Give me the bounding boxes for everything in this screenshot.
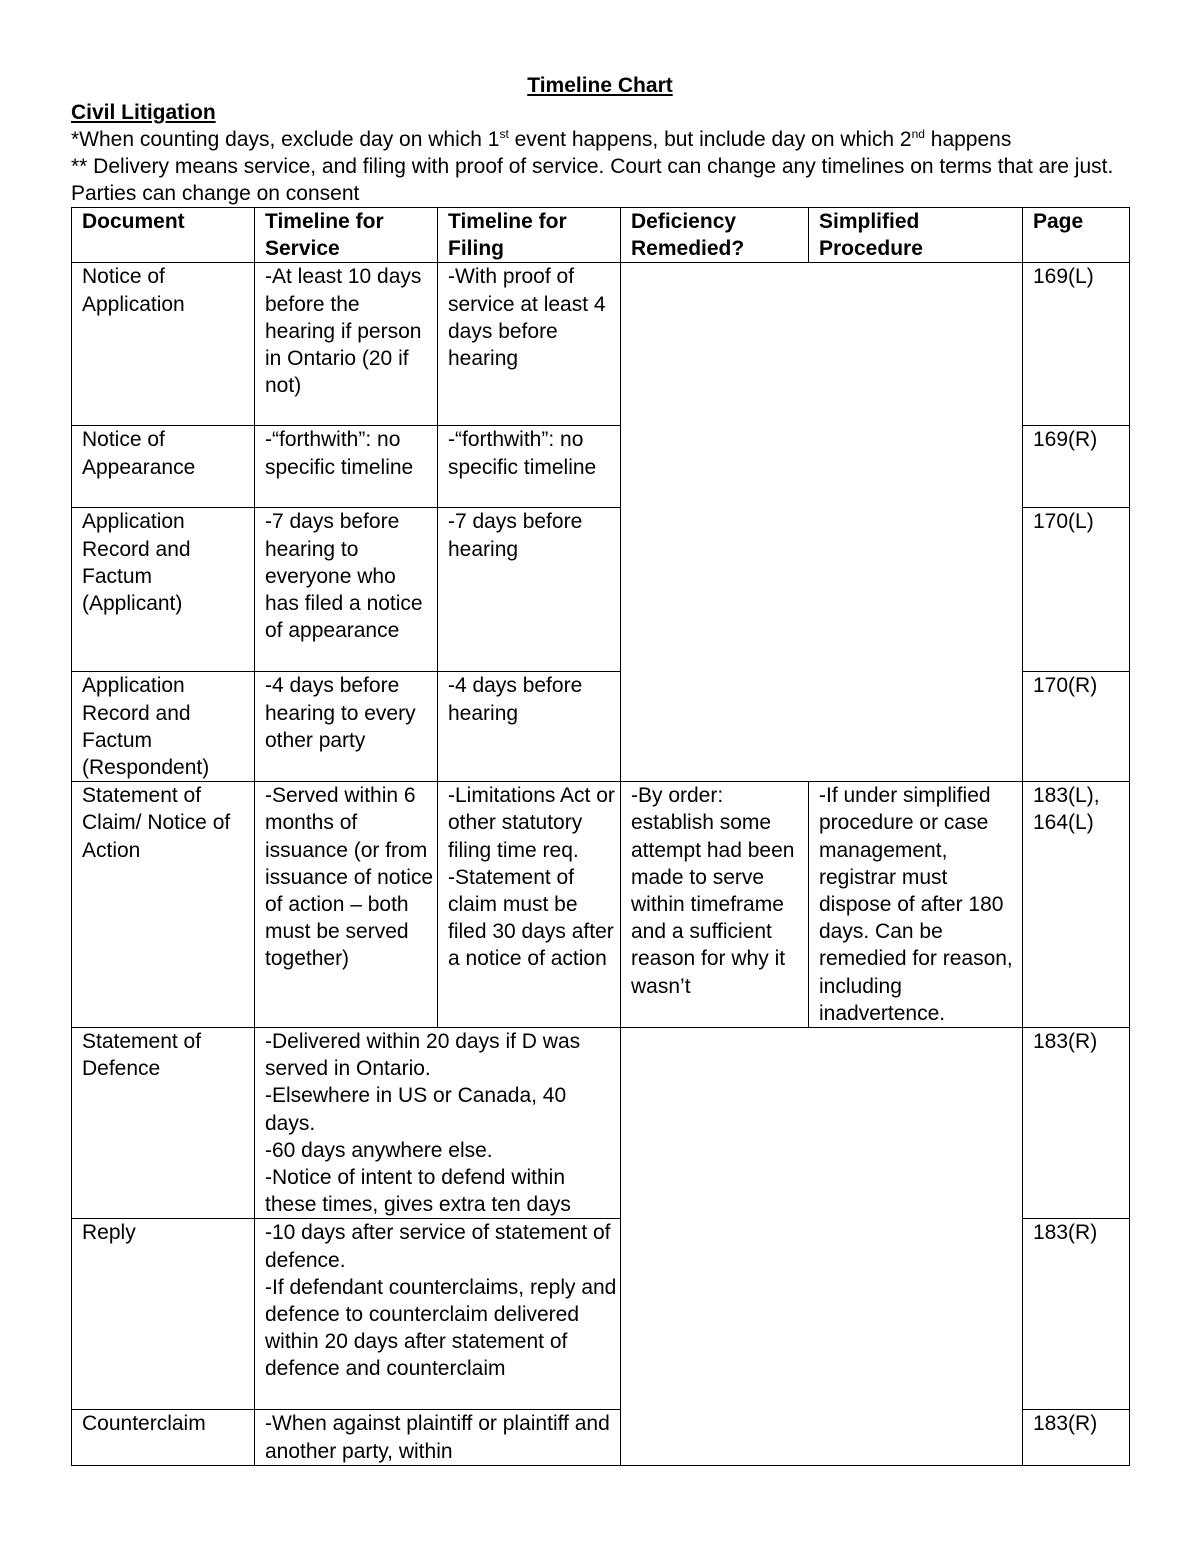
service-cell: -4 days before hearing to every other party — [255, 672, 438, 782]
document-cell: Reply — [72, 1219, 255, 1410]
simplified-cell: -If under simplified procedure or case management, registrar must dispose of after 180 days. Can be remedied for reason, including inadvertence. — [809, 782, 1023, 1028]
document-cell: Notice of Application — [72, 263, 255, 426]
document-page — [71, 72, 1129, 1466]
counting-note: *When counting days, exclude day on which 1st event happens, but include day on which 2nd happens — [71, 127, 1012, 151]
column-header-service: Timeline for Service — [255, 208, 438, 263]
column-header-simplified: Simplified Procedure — [809, 208, 1023, 263]
timeline-line: -Notice of intent to defend within these times, gives extra ten days — [265, 1166, 571, 1217]
document-cell: Counterclaim — [72, 1410, 255, 1465]
timeline-table — [71, 207, 1130, 1466]
timeline-line: -If defendant counterclaims, reply and defence to counterclaim delivered within 20 days after statement of defence and counterclaim — [265, 1275, 617, 1381]
deficiency-simplified-blank-cell — [621, 263, 1023, 782]
service-cell: -7 days before hearing to everyone who has filed a notice of appearance — [255, 508, 438, 672]
section-subtitle: Civil Litigation — [71, 101, 216, 124]
service-cell: -At least 10 days before the hearing if person in Ontario (20 if not) — [255, 263, 438, 426]
page-cell: 183(R) — [1023, 1219, 1130, 1410]
document-cell: Notice of Appearance — [72, 426, 255, 508]
page-cell: 170(L) — [1023, 508, 1130, 672]
filing-cell — [438, 782, 621, 1028]
page-cell: 170(R) — [1023, 672, 1130, 782]
deficiency-cell: -By order: establish some attempt had been made to serve within timeframe and a sufficient reason for why it wasn’t — [621, 782, 809, 1028]
filing-cell: -4 days before hearing — [438, 672, 621, 782]
column-header-document: Document — [72, 208, 255, 263]
filing-line: -Limitations Act or other statutory filing time req. — [448, 784, 615, 862]
timeline-line: -10 days after service of statement of defence. — [265, 1221, 611, 1272]
page-cell: 183(R) — [1023, 1028, 1130, 1219]
table-row — [72, 1028, 1130, 1219]
timeline-line: -60 days anywhere else. — [265, 1138, 493, 1162]
page-cell: 169(R) — [1023, 426, 1130, 508]
document-cell: Application Record and Factum (Respondent) — [72, 672, 255, 782]
table-row — [72, 263, 1130, 426]
filing-cell: -7 days before hearing — [438, 508, 621, 672]
column-header-deficiency: Deficiency Remedied? — [621, 208, 809, 263]
delivery-note: ** Delivery means service, and filing with proof of service. Court can change any timelines on terms that are just. Parties can change on consent — [71, 155, 1114, 205]
document-cell: Statement of Defence — [72, 1028, 255, 1219]
page-cell: 183(R) — [1023, 1410, 1130, 1465]
service-cell: -“forthwith”: no specific timeline — [255, 426, 438, 508]
service-filing-cell — [255, 1028, 621, 1219]
deficiency-simplified-blank-cell — [621, 1028, 1023, 1466]
table-row — [72, 782, 1130, 1028]
document-cell: Statement of Claim/ Notice of Action — [72, 782, 255, 1028]
service-filing-cell — [255, 1410, 621, 1465]
timeline-line: -When against plaintiff or plaintiff and another party, within — [265, 1412, 610, 1463]
filing-cell: -“forthwith”: no specific timeline — [438, 426, 621, 508]
page-title: Timeline Chart — [527, 74, 673, 97]
column-header-page: Page — [1023, 208, 1130, 263]
timeline-line: -Delivered within 20 days if D was served in Ontario. — [265, 1030, 581, 1081]
timeline-line: -Elsewhere in US or Canada, 40 days. — [265, 1084, 567, 1135]
page-cell: 183(L), 164(L) — [1023, 782, 1130, 1028]
service-cell: -Served within 6 months of issuance (or from issuance of notice of action – both must be served together) — [255, 782, 438, 1028]
table-header-row — [72, 208, 1130, 263]
filing-cell: -With proof of service at least 4 days before hearing — [438, 263, 621, 426]
page-cell: 169(L) — [1023, 263, 1130, 426]
document-cell: Application Record and Factum (Applicant) — [72, 508, 255, 672]
column-header-filing: Timeline for Filing — [438, 208, 621, 263]
service-filing-cell — [255, 1219, 621, 1410]
filing-line: -Statement of claim must be filed 30 days after a notice of action — [448, 865, 614, 971]
